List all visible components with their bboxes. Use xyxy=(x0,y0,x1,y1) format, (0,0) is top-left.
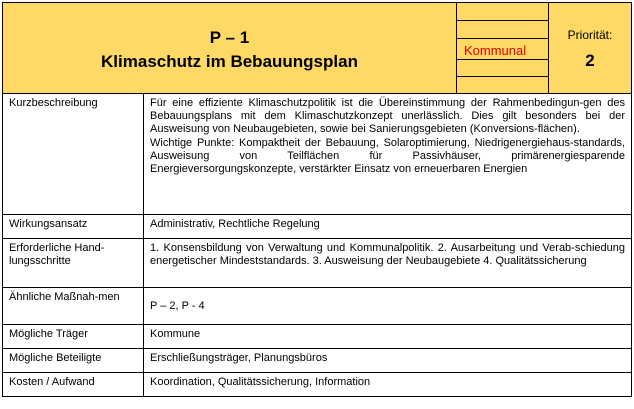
table-row xyxy=(3,94,632,215)
row-label: Kurzbeschreibung xyxy=(3,94,144,215)
row-value: Erschließungsträger, Planungsbüros xyxy=(144,349,632,373)
row-value: Koordination, Qualitätssicherung, Information xyxy=(144,373,632,397)
details-table xyxy=(2,93,632,397)
description-paragraph: Für eine effiziente Klimaschutzpolitik ist die Übereinstimmung der Rahmenbedingun-gen des Bebauungsplans mit dem Klimaschutzkonzept unerlässlich. Dies gilt besonders bei der Ausweisung von Neubaugebieten, sowie bei Sanierungsgebieten (Konversions-flächen). xyxy=(150,97,625,136)
measure-title: Klimaschutz im Bebauungsplan xyxy=(101,52,358,71)
category-label: Kommunal xyxy=(464,43,527,58)
row-value: 1. Konsensbildung von Verwaltung und Kommunalpolitik. 2. Ausarbeitung und Verab-schiedung energetischer Mindeststandards. 3. Ausweisung der Neubaugebiete 4. Qualitätssicherung xyxy=(144,239,632,288)
table-row xyxy=(3,325,632,349)
table-row xyxy=(3,239,632,288)
measure-code: P – 1 xyxy=(209,28,250,47)
table-row xyxy=(3,349,632,373)
row-value xyxy=(144,94,632,215)
header-priority-cell xyxy=(548,2,632,94)
row-label: Ähnliche Maßnah-men xyxy=(3,288,144,325)
category-grid-line xyxy=(457,38,548,39)
category-grid-line xyxy=(457,59,548,60)
header-category-cell xyxy=(456,2,549,94)
category-grid-line xyxy=(457,20,548,21)
row-label: Mögliche Träger xyxy=(3,325,144,349)
row-label: Mögliche Beteiligte xyxy=(3,349,144,373)
row-value: Kommune xyxy=(144,325,632,349)
priority-value: 2 xyxy=(585,51,595,70)
priority-label: Priorität: xyxy=(567,28,613,42)
table-row xyxy=(3,215,632,239)
description-paragraph: Wichtige Punkte: Kompaktheit der Bebauung, Solaroptimierung, Niedrigenergiehaus-standards, Ausweisung von Teilflächen für Passivhäuser, primärenergiesparende Energieversorgungskonzepte, verstärkter Einsatz von erneuerbaren Energien xyxy=(150,136,625,176)
header-title-cell xyxy=(2,2,457,94)
table-row xyxy=(3,373,632,397)
row-label: Erforderliche Hand-lungsschritte xyxy=(3,239,144,288)
row-value: Administrativ, Rechtliche Regelung xyxy=(144,215,632,239)
table-row xyxy=(3,288,632,325)
row-label: Kosten / Aufwand xyxy=(3,373,144,397)
row-value: P – 2, P - 4 xyxy=(144,288,632,325)
row-label: Wirkungsansatz xyxy=(3,215,144,239)
category-grid-line xyxy=(457,76,548,77)
